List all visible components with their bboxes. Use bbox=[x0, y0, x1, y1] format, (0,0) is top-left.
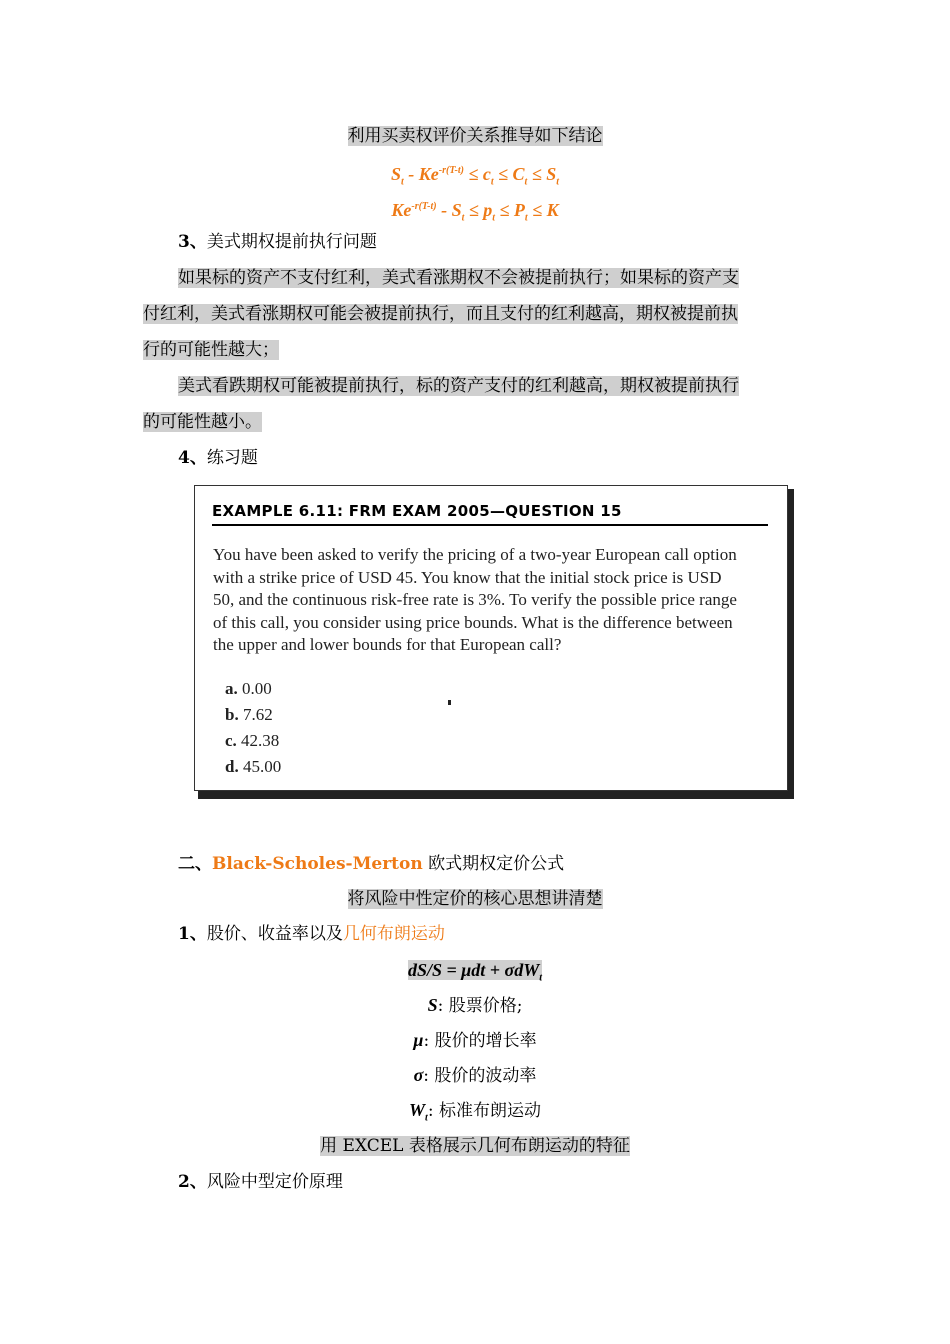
gbm-link[interactable]: 几何布朗运动 bbox=[342, 924, 445, 944]
option-a: a. 0.00 bbox=[225, 679, 272, 698]
example-question: You have been asked to verify the pricing of a two-year European call option with a strike price of USD 45. You know that the initial stock price is USD 50, and the continuous risk-free rate is 3%. To verify the possible price range of this call, you consider using price bounds. What is the difference between the upper and lower bounds for that European call? bbox=[213, 545, 737, 654]
intro-heading: 利用买卖权评价关系推导如下结论 bbox=[347, 126, 603, 146]
section-bsm-heading: 二、Black-Scholes-Merton 欧式期权定价公式 bbox=[178, 854, 565, 874]
section-1-heading: 1、股价、收益率以及几何布朗运动 bbox=[178, 924, 445, 944]
formula-call-bounds: $S_t - Ke^{-r(T-t)} \le c_t \le C_t \le S_t$ bbox=[390, 164, 560, 188]
section-2-heading: 2、风险中型定价原理 bbox=[178, 1172, 343, 1192]
paragraph-put-early-exercise: 美式看跌期权可能被提前执行，标的资产支付的红利越高，期权被提前执行 的可能性越小。 bbox=[143, 376, 739, 432]
excel-note: 用 EXCEL 表格展示几何布朗运动的特征 bbox=[320, 1136, 630, 1156]
section-4-heading: 4、练习题 bbox=[178, 448, 258, 468]
formula-put-bounds: $Ke^{-r(T-t)} - S_t \le p_t \le P_t \le K$ bbox=[391, 200, 559, 224]
def-growth-rate: μ: 股价的增长率 bbox=[413, 1030, 537, 1051]
def-brownian-motion: $W_t$: 标准布朗运动 bbox=[409, 1100, 541, 1124]
paragraph-call-early-exercise: 如果标的资产不支付红利，美式看涨期权不会被提前执行；如果标的资产支 付红利，美式看涨期权可能会被提前执行，而且支付的红利越高，期权被提前执 行的可能性越大； bbox=[143, 268, 739, 360]
example-box bbox=[194, 485, 788, 791]
stray-mark bbox=[448, 700, 451, 705]
core-idea-note: 将风险中性定价的核心思想讲清楚 bbox=[347, 889, 603, 909]
option-b: b. 7.62 bbox=[225, 705, 273, 724]
def-volatility: σ: 股价的波动率 bbox=[413, 1065, 537, 1086]
option-d: d. 45.00 bbox=[225, 757, 282, 776]
option-c: c. 42.38 bbox=[225, 731, 280, 750]
example-options bbox=[225, 676, 281, 780]
example-title: EXAMPLE 6.11: FRM EXAM 2005—QUESTION 15 bbox=[212, 502, 768, 526]
section-3-heading: 3、美式期权提前执行问题 bbox=[178, 232, 377, 252]
gbm-equation: dS/S = μdt + σdW$_t$ bbox=[407, 960, 543, 984]
def-stock-price: S: 股票价格; bbox=[427, 995, 523, 1016]
